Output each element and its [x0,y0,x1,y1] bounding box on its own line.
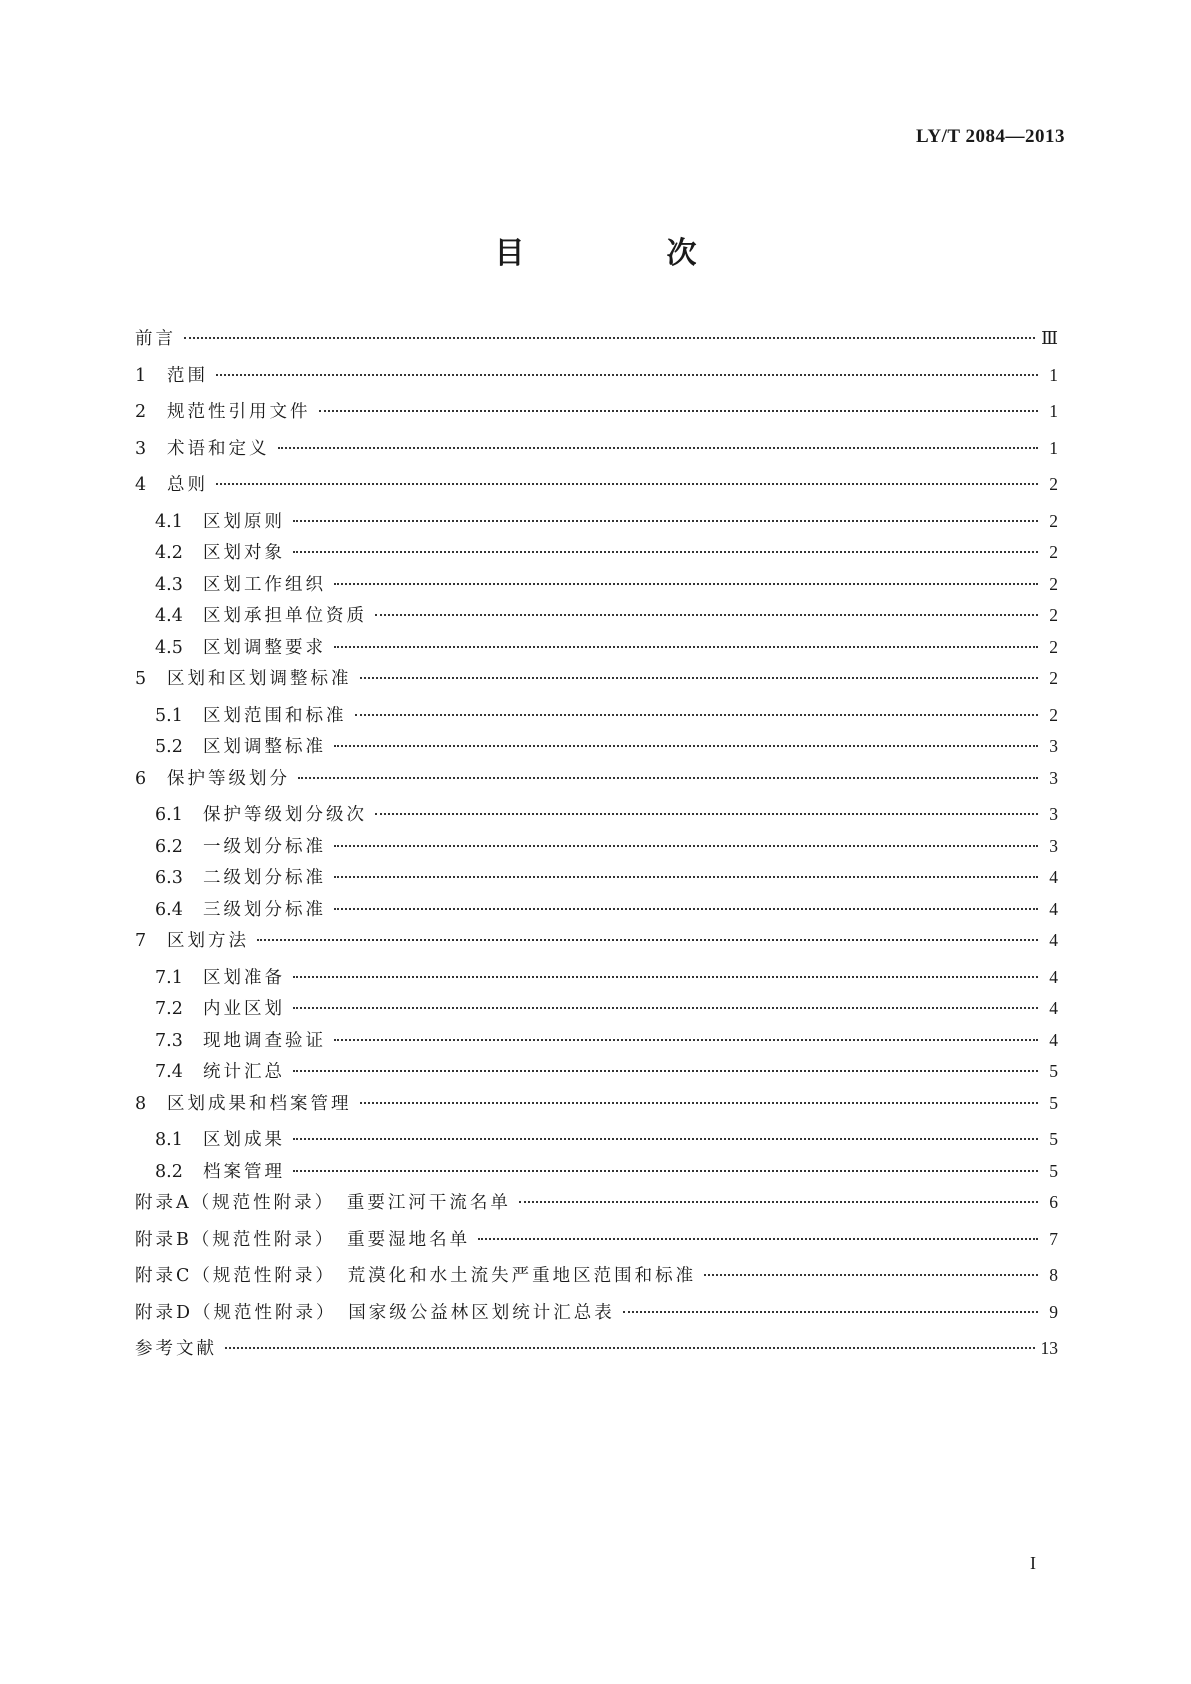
toc-entry-number: 4.1 [155,511,183,532]
toc-entry-title: 总则 [167,475,208,495]
toc-entry-title: 现地调查验证 [203,1030,326,1051]
toc-entry-page: 2 [1049,573,1058,594]
toc-leader-dots [334,583,1038,585]
toc-entry-title: 区划承担单位资质 [203,606,367,626]
toc-entry[interactable] [135,1262,1058,1299]
toc-entry[interactable] [135,539,1058,571]
toc-entry-page: 4 [1049,1029,1058,1050]
toc-entry-title: 前言 [135,329,176,349]
toc-entry-title: 二级划分标准 [203,868,326,888]
toc-entry[interactable] [135,1189,1058,1226]
toc-entry-page: Ⅲ [1041,328,1058,348]
toc-leader-dots [257,939,1038,941]
toc-entry[interactable] [135,1090,1058,1127]
toc-entry-page: 6 [1049,1192,1058,1212]
toc-entry-title: 区划调整标准 [203,737,326,757]
toc-entry[interactable] [135,471,1058,508]
toc-entry-title: 附录B（规范性附录） 重要湿地名单 [135,1229,471,1250]
toc-entry[interactable] [135,1126,1058,1158]
toc-entry[interactable] [135,801,1058,833]
toc-entry-number: 7.4 [155,1062,183,1082]
toc-entry[interactable] [135,833,1058,865]
toc-entry[interactable] [135,927,1058,964]
toc-entry-number: 4.2 [155,543,183,563]
toc-entry-number: 5 [135,669,147,689]
toc-entry-page: 2 [1049,542,1058,562]
toc-entry-title: 档案管理 [203,1161,285,1182]
toc-entry-page: 3 [1049,736,1058,756]
toc-entry-number: 8 [135,1093,147,1114]
toc-entry-title: 内业区划 [203,999,285,1019]
standard-code: LY/T 2084—2013 [915,126,1065,147]
toc-entry-number: 4.5 [155,637,183,658]
toc-entry-number: 7.1 [155,967,183,988]
toc-entry-number: 3 [135,438,147,459]
toc-entry-title: 参考文献 [135,1339,217,1359]
toc-leader-dots [298,777,1038,779]
toc-list [135,325,1058,1372]
toc-entry[interactable] [135,665,1058,702]
toc-leader-dots [225,1347,1035,1349]
toc-leader-dots [360,1102,1039,1104]
toc-entry-page: 3 [1049,835,1058,856]
toc-leader-dots [334,845,1038,847]
toc-entry-page: 2 [1049,636,1058,657]
toc-leader-dots [293,976,1038,978]
toc-entry-number: 7.2 [155,999,183,1019]
toc-entry-number: 4.4 [155,606,183,626]
toc-entry-number: 8.2 [155,1161,183,1182]
toc-entry-page: 7 [1049,1228,1058,1249]
toc-entry-title: 区划工作组织 [203,574,326,595]
toc-leader-dots [355,714,1039,716]
toc-leader-dots [293,1170,1038,1172]
toc-entry-number: 8.1 [155,1130,183,1150]
toc-entry[interactable] [135,571,1058,603]
toc-leader-dots [293,1007,1038,1009]
toc-leader-dots [519,1201,1038,1203]
toc-entry-title: 保护等级划分 [167,768,290,789]
toc-entry-number: 6.3 [155,868,183,888]
toc-entry-page: 2 [1049,668,1058,688]
toc-entry[interactable] [135,995,1058,1027]
toc-entry[interactable] [135,1058,1058,1090]
toc-entry-page: 5 [1049,1092,1058,1113]
toc-entry-page: 2 [1049,510,1058,531]
toc-entry-page: 5 [1049,1129,1058,1149]
toc-entry[interactable] [135,1226,1058,1263]
toc-entry[interactable] [135,896,1058,928]
toc-entry[interactable] [135,864,1058,896]
toc-entry-title: 区划对象 [203,543,285,563]
toc-entry-title: 区划成果和档案管理 [167,1093,352,1114]
toc-entry-number: 6.2 [155,836,183,857]
toc-entry-title: 区划范围和标准 [203,705,347,726]
toc-entry-page: 1 [1049,401,1058,421]
toc-entry-page: 5 [1049,1160,1058,1181]
toc-entry-title: 保护等级划分级次 [203,805,367,825]
toc-entry-number: 6.1 [155,805,183,825]
toc-leader-dots [216,483,1038,485]
toc-leader-dots [293,1138,1038,1140]
toc-entry[interactable] [135,634,1058,666]
toc-entry-page: 4 [1049,998,1058,1018]
toc-leader-dots [334,876,1038,878]
toc-entry[interactable] [135,733,1058,765]
toc-leader-dots [375,813,1038,815]
toc-leader-dots [360,677,1039,679]
toc-leader-dots [704,1274,1038,1276]
toc-entry-number: 6.4 [155,899,183,920]
toc-leader-dots [319,410,1039,412]
toc-entry-title: 附录C（规范性附录） 荒漠化和水土流失严重地区范围和标准 [135,1266,697,1286]
toc-entry-number: 7.3 [155,1030,183,1051]
toc-leader-dots [334,646,1038,648]
toc-entry-title: 规范性引用文件 [167,402,311,422]
toc-leader-dots [478,1238,1038,1240]
toc-leader-dots [334,908,1038,910]
toc-entry-title: 三级划分标准 [203,899,326,920]
toc-entry[interactable] [135,398,1058,435]
toc-entry[interactable] [135,1299,1058,1336]
toc-entry[interactable] [135,435,1058,472]
toc-entry-title: 区划准备 [203,967,285,988]
toc-entry-number: 5.1 [155,705,183,726]
toc-leader-dots [623,1311,1038,1313]
toc-entry-number: 4 [135,475,147,495]
toc-entry-title: 区划方法 [167,931,249,951]
toc-leader-dots [334,745,1038,747]
toc-leader-dots [375,614,1038,616]
toc-title: 目 次 [494,236,753,271]
toc-entry[interactable] [135,1158,1058,1190]
toc-entry-page: 1 [1049,364,1058,385]
toc-leader-dots [293,1070,1038,1072]
toc-entry-page: 13 [1040,1338,1058,1358]
toc-entry[interactable] [135,964,1058,996]
toc-entry-title: 区划成果 [203,1130,285,1150]
toc-entry-page: 3 [1049,767,1058,788]
toc-entry-title: 区划和区划调整标准 [167,669,352,689]
toc-entry-title: 统计汇总 [203,1062,285,1082]
toc-entry-page: 5 [1049,1061,1058,1081]
toc-leader-dots [278,447,1039,449]
toc-entry[interactable] [135,508,1058,540]
toc-entry-number: 1 [135,365,147,386]
toc-entry[interactable] [135,765,1058,802]
toc-entry[interactable] [135,362,1058,399]
toc-entry-number: 7 [135,931,147,951]
toc-entry-title: 区划原则 [203,511,285,532]
toc-entry-page: 2 [1049,704,1058,725]
toc-entry[interactable] [135,702,1058,734]
toc-entry[interactable] [135,325,1058,362]
toc-entry-page: 4 [1049,966,1058,987]
toc-entry-title: 附录A（规范性附录） 重要江河干流名单 [135,1193,511,1213]
toc-leader-dots [293,551,1038,553]
toc-leader-dots [293,520,1038,522]
toc-entry-title: 一级划分标准 [203,836,326,857]
toc-entry-title: 附录D（规范性附录） 国家级公益林区划统计汇总表 [135,1302,615,1323]
toc-entry[interactable] [135,602,1058,634]
toc-entry-page: 4 [1049,898,1058,919]
toc-entry-page: 9 [1049,1301,1058,1322]
toc-entry-page: 3 [1049,804,1058,824]
toc-leader-dots [216,374,1038,376]
toc-entry-number: 6 [135,768,147,789]
toc-entry-page: 4 [1049,867,1058,887]
toc-entry-number: 2 [135,402,147,422]
toc-entry-title: 术语和定义 [167,438,270,459]
toc-entry-number: 4.3 [155,574,183,595]
toc-entry-title: 范围 [167,365,208,386]
toc-entry-page: 8 [1049,1265,1058,1285]
toc-entry[interactable] [135,1027,1058,1059]
toc-entry-title: 区划调整要求 [203,637,326,658]
toc-leader-dots [184,337,1035,339]
toc-leader-dots [334,1039,1038,1041]
toc-entry-page: 1 [1049,437,1058,458]
toc-entry-page: 2 [1049,605,1058,625]
toc-entry-number: 5.2 [155,737,183,757]
toc-entry-page: 4 [1049,930,1058,950]
toc-entry-page: 2 [1049,474,1058,494]
page-number: I [1030,1553,1036,1573]
toc-entry[interactable] [135,1335,1058,1372]
